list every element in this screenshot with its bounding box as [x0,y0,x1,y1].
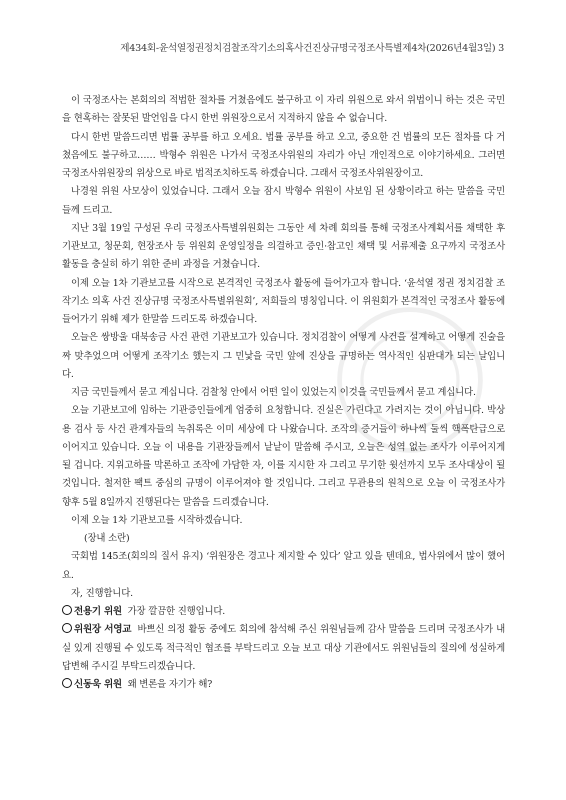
speaker-text: 가장 깔끔한 진행입니다. [127,606,226,617]
paragraph: 다시 한번 말씀드리면 법률 공부를 하고 오세요. 법률 공부를 하고 오고, 중요한 건 법률의 모든 절차를 다 거쳤음에도 불구하고…… 박형수 위원은 나가서 국정조사위원의 자리가 아닌 개인적으로 이야기하세요. 그러면 국정조사위원장의 위상으로 바로 법적조치하도록 하겠습니다. 그래서 국정조사위원장이고. [62,131,505,179]
speaker-name: 신동욱 위원 [74,679,122,690]
speaker-entry [62,621,505,676]
paragraph: 국회법 145조(회의의 질서 유지) ‘위원장은 경고나 제지할 수 있다’ 알고 있을 텐데요, 법사위에서 많이 했어요. [62,551,505,581]
speaker-name: 위원장 서영교 [74,624,132,636]
speaker-entry [62,603,505,621]
paragraph: 이제 오늘 1차 기관보고를 시작으로 본격적인 국정조사 활동에 들어가고자 합니다. ‘윤석열 정권 정치검찰 조작기소 의혹 사건 진상규명 국정조사특별위원회’, 저희들의 명칭입니다. 이 위원회가 본격적인 국정조사 활동에 들어가기 위해 제가 한말씀 드리도록 하겠습니다. [62,277,505,325]
document-body [62,92,505,694]
page-header: 제434회-윤석열정권정치검찰조작기소의혹사건진상규명국정조사특별제4차(2026년4월3일) 3 [120,43,504,54]
stage-direction: (장내 소란) [84,533,130,544]
paragraph: 오늘 기관보고에 임하는 기관증인들에게 엄중히 요청합니다. 진실은 가린다고 가려지는 것이 아닙니다. 박상용 검사 등 사건 관계자들의 녹취록은 이미 세상에 다 나왔습니다. 조작의 증거들이 하나씩 둘씩 핵폭탄급으로 이어지고 있습니다. 오늘 이 내용을 기관장들께서 낱낱이 말씀해 주시고, 오늘은 성역 없는 조사가 이루어지게 될 겁니다. 지위고하를 막론하고 조작에 가담한 자, 이를 지시한 자 그리고 무기한 윗선까지 모두 조사대상이 될 것입니다. 철저한 팩트 중심의 규명이 이루어져야 할 것입니다. 그리고 무관용의 원칙으로 오늘 이 국정조사가 향후 5월 8일까지 진행된다는 말씀을 드리겠습니다. [62,405,505,508]
speaker-circle-icon [62,605,72,615]
paragraph: 자, 진행합니다. [71,587,133,599]
paragraph: 오늘은 쌍방울 대북송금 사건 관련 기관보고가 있습니다. 정치검찰이 어떻게 사건을 설계하고 어떻게 진술을 짜 맞추었으며 어떻게 조작기소 했는지 그 민낯을 국민 앞에 진상을 규명하는 역사적인 심판대가 되는 날입니다. [62,332,505,380]
paragraph: 지금 국민들께서 묻고 계십니다. 검찰청 안에서 어떤 일이 있었는지 이것을 국민들께서 묻고 계십니다. [71,387,476,398]
speaker-entry [62,676,505,694]
paragraph: 이 국정조사는 본회의의 적법한 절차를 거쳤음에도 불구하고 이 자리 위원으로 와서 위법이니 하는 것은 국민을 현혹하는 잘못된 발언임을 다시 한번 위원장으로서 지적하지 않을 수 없습니다. [62,95,505,125]
speaker-circle-icon [62,678,72,688]
speaker-circle-icon [62,623,72,633]
paragraph: 이제 오늘 1차 기관보고를 시작하겠습니다. [71,514,243,526]
paragraph: 나경원 위원 사모상이 있었습니다. 그래서 오늘 잠시 박형수 위원이 사보임 된 상황이라고 하는 말씀을 국민들께 드리고. [62,186,505,216]
speaker-text: 바쁘신 의정 활동 중에도 회의에 참석해 주신 위원님들께 감사 말씀을 드리며 국정조사가 내실 있게 진행될 수 있도록 적극적인 협조를 부탁드리고 오늘 보고 대상 기관에서도 위원님들의 질의에 성실하게 답변해 주시길 부탁드리겠습니다. [62,624,505,672]
paragraph: 지난 3월 19일 구성된 우리 국정조사특별위원회는 그동안 세 차례 회의를 통해 국정조사계획서를 채택한 후 기관보고, 청문회, 현장조사 등 위원회 운영일정을 의결하고 증인·참고인 채택 및 서류제출 요구까지 국정조사 활동을 충실히 하기 위한 준비 과정을 거쳤습니다. [62,222,505,271]
speaker-text: 왜 변론을 자기가 해? [127,679,213,690]
speaker-name: 전용기 위원 [74,606,122,617]
